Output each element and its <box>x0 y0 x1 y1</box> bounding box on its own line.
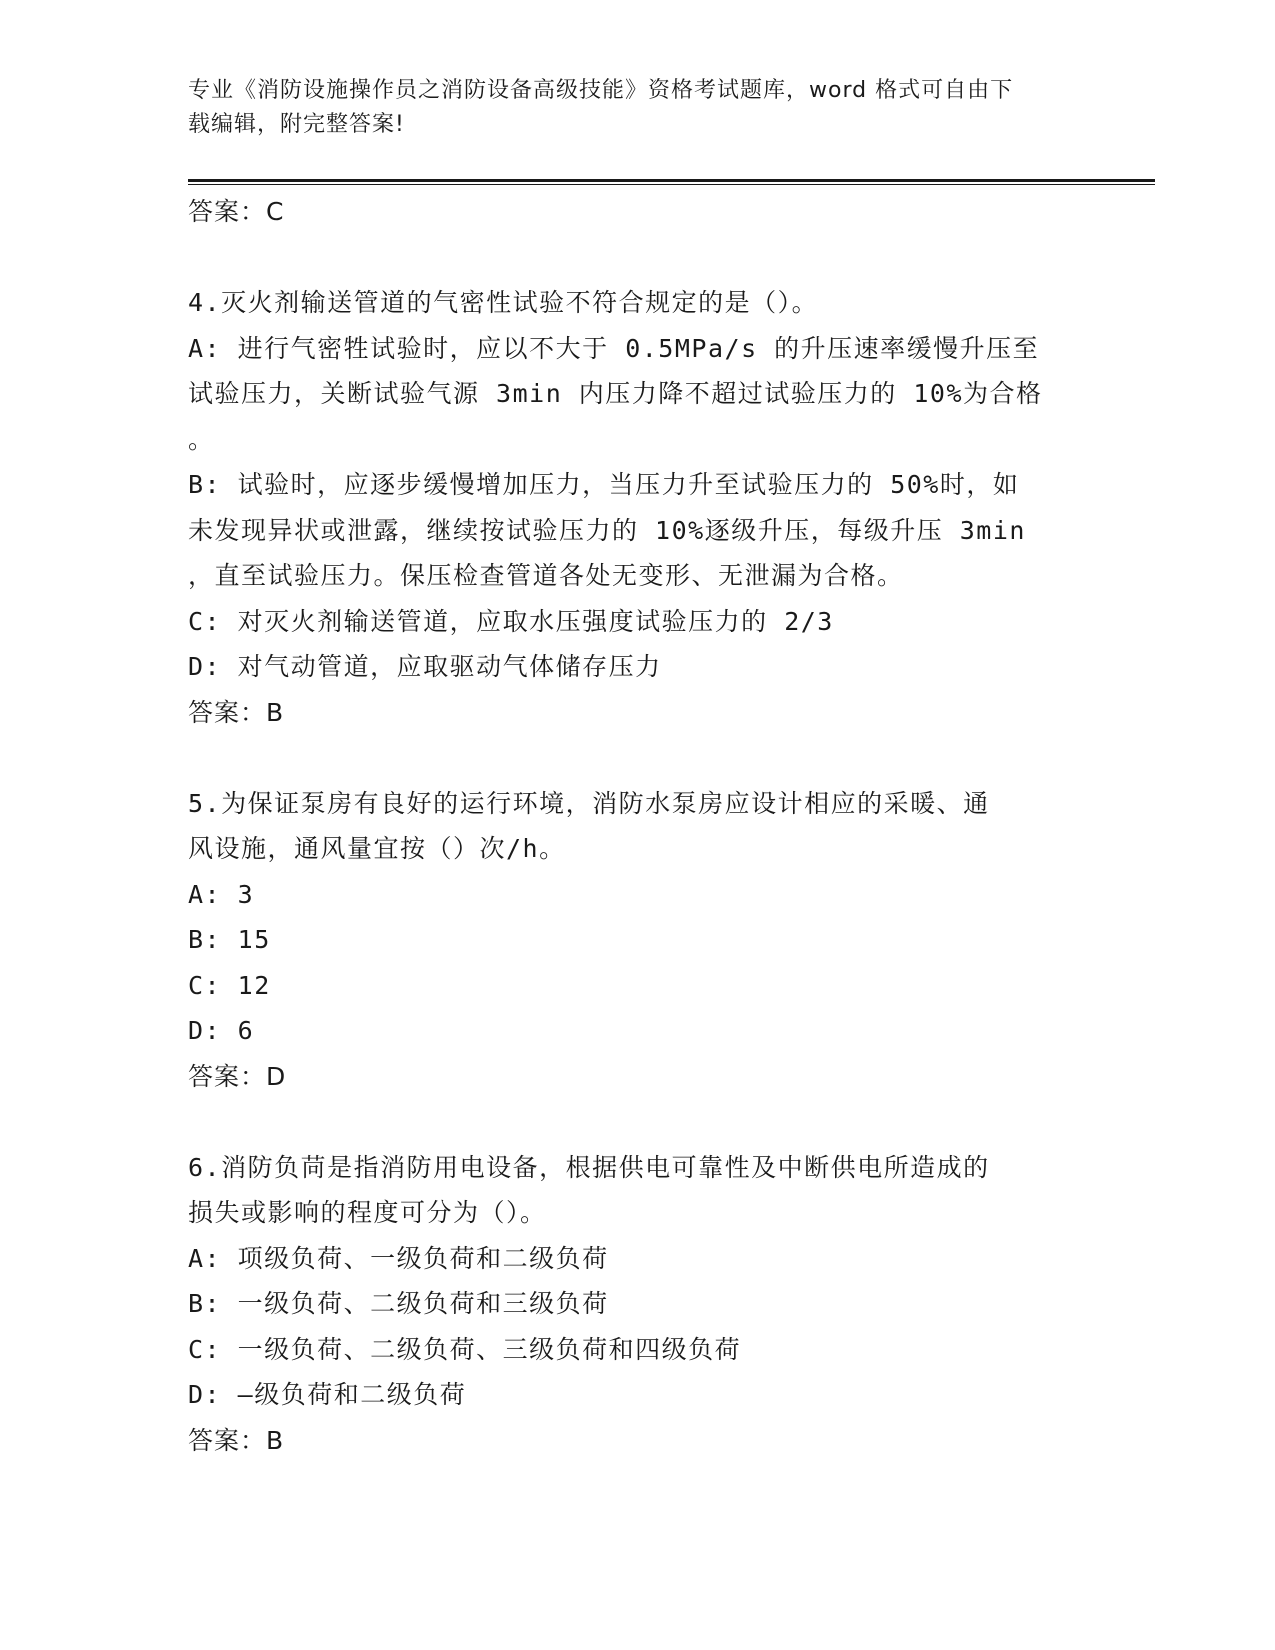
question-4-stem: 4.灭火剂输送管道的气密性试验不符合规定的是（）。 <box>188 288 819 317</box>
header-rule-thick <box>188 179 1155 182</box>
question-6-stem: 6.消防负苘是指消防用电设备，根据供电可靠性及中断供电所造成的 <box>188 1152 990 1182</box>
question-4-option-b: B: 试验时，应逐步缓慢增加压力，当压力升至试验压力的 50%时，如 <box>188 470 1020 499</box>
question-5-stem-cont: 风设施，通风量宜按（）次/h。 <box>188 834 566 863</box>
question-6-answer: 答案：B <box>188 1425 285 1455</box>
question-block-6 <box>188 1145 1088 1464</box>
header-rule-thin <box>188 184 1155 185</box>
question-4-option-a: A: 进行气密牲试验时，应以不大于 0.5MPa/s 的升压速率缓慢升压至 <box>188 333 1040 363</box>
question-5-option-b: B: 15 <box>188 925 271 954</box>
spacer <box>188 1099 1088 1145</box>
question-5-option-c: C: 12 <box>188 970 271 1000</box>
question-4-option-c: C: 对灭火剂输送管道，应取水压强度试验压力的 2/3 <box>188 606 834 636</box>
question-5-answer: 答案：D <box>188 1061 287 1091</box>
question-4-option-d: D: 对气动管道，应取驱动气体储存压力 <box>188 652 662 681</box>
question-6-option-c: C: 一级负荷、二级负荷、三级负荷和四级负荷 <box>188 1334 742 1364</box>
question-5-option-a: A: 3 <box>188 879 255 909</box>
question-block-4 <box>188 280 1088 735</box>
question-block-5 <box>188 781 1088 1100</box>
previous-answer: 答案：C <box>188 197 285 226</box>
question-4-option-a-cont: 。 <box>188 424 215 454</box>
question-4-option-b-cont: 未发现异状或泄露，继续按试验压力的 10%逐级升压，每级升压 3min <box>188 515 1026 545</box>
question-6-option-b: B: 一级负荷、二级负荷和三级负荷 <box>188 1289 609 1318</box>
question-4-answer: 答案：B <box>188 697 285 727</box>
question-4-option-a-cont: 试验压力，关断试验气源 3min 内压力降不超过试验压力的 10%为合格 <box>188 379 1043 408</box>
document-header <box>188 74 1088 142</box>
question-4-option-b-cont: ，直至试验压力。保压检查管道各处无变形、无泄漏为合格。 <box>188 561 904 590</box>
spacer <box>188 235 1088 281</box>
question-content <box>188 189 1088 1463</box>
question-6-stem-cont: 损失或影响的程度可分为（）。 <box>188 1198 547 1227</box>
question-5-stem: 5.为保证泵房有良好的运行环境，消防水泵房应设计相应的采暖、通 <box>188 788 990 818</box>
spacer <box>188 735 1088 781</box>
question-6-option-a: A: 项级负荷、一级负荷和二级负荷 <box>188 1243 609 1273</box>
header-line-1: 专业《消防设施操作员之消防设备高级技能》资格考试题库，word 格式可自由下 <box>188 78 1014 103</box>
header-line-2: 载编辑，附完整答案! <box>188 112 405 137</box>
question-6-option-d: D: —级负荷和二级负荷 <box>188 1380 467 1409</box>
question-5-option-d: D: 6 <box>188 1016 255 1045</box>
